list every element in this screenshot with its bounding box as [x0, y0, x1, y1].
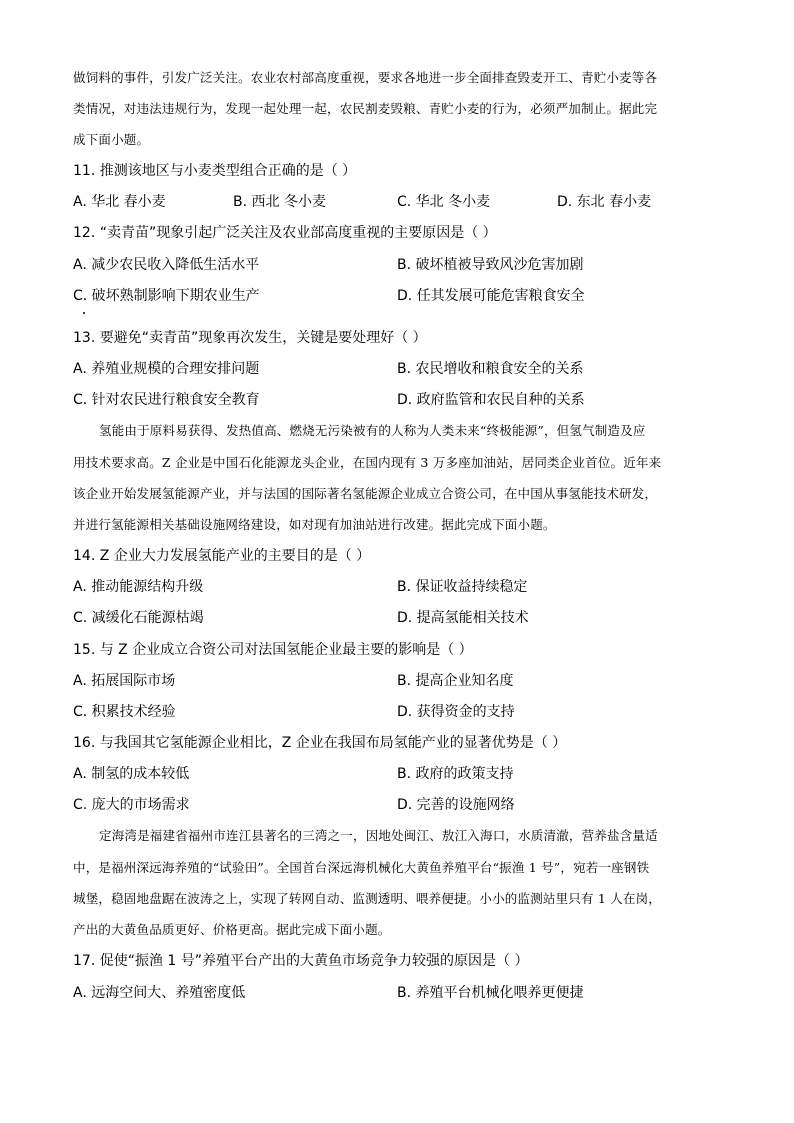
question-16-option-c[interactable]: C. 庞大的市场需求 — [73, 797, 190, 813]
question-15-option-d[interactable]: D. 获得资金的支持 — [397, 704, 515, 720]
question-12-stem: 12. “卖青苗”现象引起广泛关注及农业部高度重视的主要原因是（ ） — [73, 225, 497, 241]
question-12-option-c[interactable]: C. 破坏熟制影响下期农业生产 — [73, 288, 260, 304]
question-14-option-a[interactable]: A. 推动能源结构升级 — [73, 579, 204, 595]
question-14-option-b[interactable]: B. 保证收益持续稳定 — [397, 579, 528, 595]
question-12-option-d[interactable]: D. 任其发展可能危害粮食安全 — [397, 288, 585, 304]
question-12-option-a[interactable]: A. 减少农民收入降低生活水平 — [73, 257, 260, 273]
question-15-option-c[interactable]: C. 积累技术经验 — [73, 704, 176, 720]
passage2-line-4: 并进行氢能源相关基础设施网络建设，如对现有加油站进行改建。据此完成下面小题。 — [73, 517, 556, 532]
stray-dot-mark — [83, 312, 85, 314]
passage3-line-1: 定海湾是福建省福州市连江县著名的三湾之一，因地处闽江、敖江入海口，水质清澈，营养盐含量适 — [99, 828, 658, 843]
question-14-stem: 14. Z 企业大力发展氢能产业的主要目的是（ ） — [73, 548, 371, 564]
question-16-option-b[interactable]: B. 政府的政策支持 — [397, 766, 514, 782]
question-16-stem: 16. 与我国其它氢能源企业相比，Z 企业在我国布局氢能产业的显著优势是（ ） — [73, 735, 567, 751]
question-11-option-c[interactable]: C. 华北 冬小麦 — [397, 194, 491, 210]
question-13-option-c[interactable]: C. 针对农民进行粮食安全教育 — [73, 392, 260, 408]
question-17-option-a[interactable]: A. 远海空间大、养殖密度低 — [73, 985, 246, 1001]
question-16-option-a[interactable]: A. 制氢的成本较低 — [73, 766, 190, 782]
question-11-stem: 11. 推测该地区与小麦类型组合正确的是（ ） — [73, 163, 357, 179]
passage1-line-3: 成下面小题。 — [73, 132, 150, 147]
passage2-line-1: 氢能由于原料易获得、发热值高、燃烧无污染被有的人称为人类未来“终极能源”，但氢气制造及应 — [99, 423, 646, 438]
question-11-option-b[interactable]: B. 西北 冬小麦 — [233, 194, 326, 210]
question-13-option-d[interactable]: D. 政府监管和农民自种的关系 — [397, 392, 585, 408]
question-16-option-d[interactable]: D. 完善的设施网络 — [397, 797, 515, 813]
question-17-option-b[interactable]: B. 养殖平台机械化喂养更便捷 — [397, 985, 584, 1001]
passage2-line-3: 该企业开始发展氢能源产业，并与法国的国际著名氢能源企业成立合资公司，在中国从事氢能技术研发， — [73, 486, 658, 501]
question-11-option-a[interactable]: A. 华北 春小麦 — [73, 194, 166, 210]
passage1-line-1: 做饲料的事件，引发广泛关注。农业农村部高度重视，要求各地进一步全面排查毁麦开工、青贮小麦等各 — [73, 70, 658, 85]
passage3-line-2: 中，是福州深远海养殖的“试验田”。全国首台深远海机械化大黄鱼养殖平台“振渔 1 号”，宛若一座钢铁 — [73, 860, 650, 875]
passage3-line-4: 产出的大黄鱼品质更好、价格更高。据此完成下面小题。 — [73, 922, 391, 937]
passage1-line-2: 类情况，对违法违规行为，发现一起处理一起，农民割麦毁粮、青贮小麦的行为，必须严加制止。据此完 — [73, 101, 658, 116]
question-13-option-b[interactable]: B. 农民增收和粮食安全的关系 — [397, 361, 584, 377]
question-13-option-a[interactable]: A. 养殖业规模的合理安排问题 — [73, 361, 260, 377]
question-15-option-b[interactable]: B. 提高企业知名度 — [397, 673, 514, 689]
question-15-stem: 15. 与 Z 企业成立合资公司对法国氢能企业最主要的影响是（ ） — [73, 642, 473, 658]
passage3-line-3: 城堡，稳固地盘踞在波涛之上，实现了转网自动、监测透明、喂养便捷。小小的监测站里只有 1 人在岗， — [73, 891, 662, 906]
question-13-stem: 13. 要避免“卖青苗”现象再次发生，关键是要处理好（ ） — [73, 330, 427, 346]
question-11-option-d[interactable]: D. 东北 春小麦 — [557, 194, 652, 210]
passage2-line-2: 用技术要求高。Z 企业是中国石化能源龙头企业，在国内现有 3 万多座加油站，居同类企业首位。近年来 — [73, 455, 662, 470]
question-17-stem: 17. 促使“振渔 1 号”养殖平台产出的大黄鱼市场竞争力较强的原因是（ ） — [73, 953, 529, 969]
question-15-option-a[interactable]: A. 拓展国际市场 — [73, 673, 176, 689]
question-12-option-b[interactable]: B. 破坏植被导致风沙危害加剧 — [397, 257, 584, 273]
question-14-option-c[interactable]: C. 减缓化石能源枯竭 — [73, 610, 204, 626]
question-14-option-d[interactable]: D. 提高氢能相关技术 — [397, 610, 529, 626]
